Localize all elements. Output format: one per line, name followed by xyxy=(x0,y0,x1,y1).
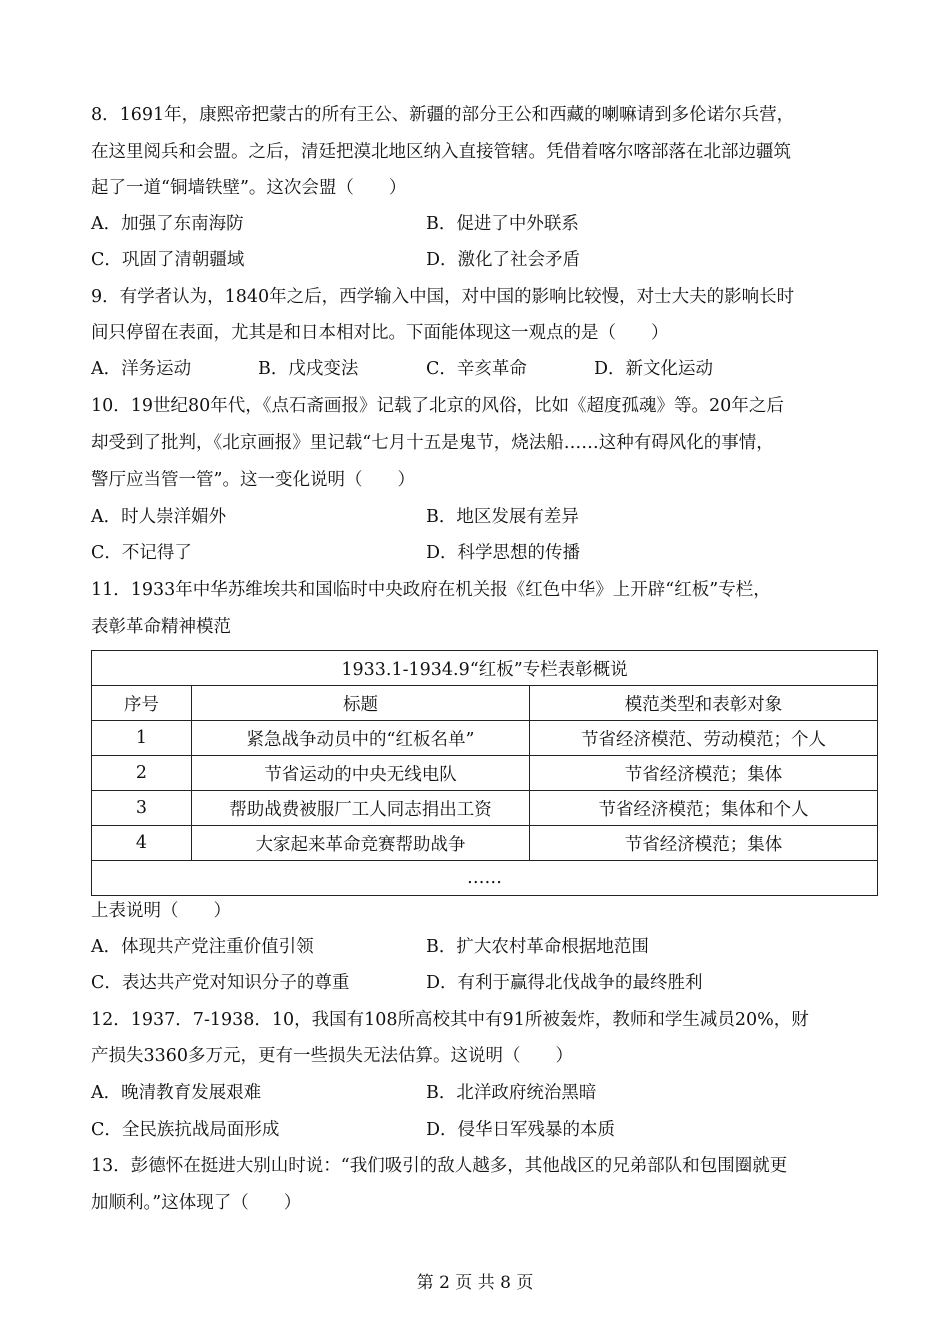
q12-option-c: C．全民族抗战局面形成 xyxy=(91,1120,280,1140)
q9-option-c: C．辛亥革命 xyxy=(426,359,527,379)
q8-option-c: C．巩固了清朝疆域 xyxy=(91,250,245,270)
q11-option-c: C．表达共产党对知识分子的尊重 xyxy=(91,973,350,993)
table-ellipsis: …… xyxy=(92,861,878,896)
table-cell: 节省经济模范；集体 xyxy=(530,756,878,791)
table-cell: 节省经济模范；集体 xyxy=(530,826,878,861)
table-cell: 大家起来革命竞赛帮助战争 xyxy=(192,826,530,861)
q12-stem-line-2: 产损失3360多万元，更有一些损失无法估算。这说明（ ） xyxy=(91,1046,574,1066)
table-header-cell: 标题 xyxy=(192,686,530,721)
page-footer: 第 2 页 共 8 页 xyxy=(416,1273,534,1293)
q10-option-a: A．时人崇洋媚外 xyxy=(91,507,227,527)
q8-stem-line-2: 在这里阅兵和会盟。之后，清廷把漠北地区纳入直接管辖。凭借着喀尔喀部落在北部边疆筑 xyxy=(91,142,791,162)
q9-stem-line-1: 9．有学者认为，1840年之后，西学输入中国，对中国的影响比较慢，对士大夫的影响长时 xyxy=(91,287,795,307)
table-row xyxy=(92,791,878,826)
q12-option-b: B．北洋政府统治黑暗 xyxy=(426,1083,597,1103)
q8-stem-line-3: 起了一道“铜墙铁壁”。这次会盟（ ） xyxy=(91,178,407,198)
table-cell: 3 xyxy=(92,791,192,826)
q11-option-a: A．体现共产党注重价值引领 xyxy=(91,937,314,957)
q8-stem-line-1: 8．1691年，康熙帝把蒙古的所有王公、新疆的部分王公和西藏的喇嘛请到多伦诺尔兵营， xyxy=(91,105,795,125)
table-cell: 4 xyxy=(92,826,192,861)
q10-option-c: C．不记得了 xyxy=(91,543,192,563)
table-header-cell: 序号 xyxy=(92,686,192,721)
table-row xyxy=(92,721,878,756)
table-cell: 节省经济模范；集体和个人 xyxy=(530,791,878,826)
table-title: 1933.1-1934.9“红板”专栏表彰概说 xyxy=(92,651,878,686)
table-cell: 1 xyxy=(92,721,192,756)
table-cell: 帮助战费被服厂工人同志捐出工资 xyxy=(192,791,530,826)
q10-stem-line-2: 却受到了批判，《北京画报》里记载“七月十五是鬼节，烧法船……这种有碍风化的事情， xyxy=(91,433,774,453)
q12-stem-line-1: 12．1937．7-1938．10，我国有108所高校其中有91所被轰炸，教师和学生减员20%，财 xyxy=(91,1010,809,1030)
q13-stem-line-2: 加顺利。”这体现了（ ） xyxy=(91,1193,302,1213)
q11-option-b: B．扩大农村革命根据地范围 xyxy=(426,937,649,957)
q11-option-d: D．有利于赢得北伐战争的最终胜利 xyxy=(426,973,703,993)
q10-option-d: D．科学思想的传播 xyxy=(426,543,581,563)
q10-stem-line-3: 警厅应当管一管”。这一变化说明（ ） xyxy=(91,470,415,490)
q13-stem-line-1: 13．彭德怀在挺进大别山时说：“我们吸引的敌人越多，其他战区的兄弟部队和包围圈就更 xyxy=(91,1156,788,1176)
q12-option-d: D．侵华日军残暴的本质 xyxy=(426,1120,616,1140)
q8-option-b: B．促进了中外联系 xyxy=(426,214,579,234)
table-header-cell: 模范类型和表彰对象 xyxy=(530,686,878,721)
table-cell: 紧急战争动员中的“红板名单” xyxy=(192,721,530,756)
table-cell: 节省运动的中央无线电队 xyxy=(192,756,530,791)
table-row xyxy=(92,826,878,861)
q9-option-a: A．洋务运动 xyxy=(91,359,192,379)
q11-after-table: 上表说明（ ） xyxy=(91,901,231,921)
q9-option-d: D．新文化运动 xyxy=(594,359,714,379)
table-cell: 节省经济模范、劳动模范；个人 xyxy=(530,721,878,756)
q8-option-d: D．激化了社会矛盾 xyxy=(426,250,581,270)
q9-stem-line-2: 间只停留在表面，尤其是和日本相对比。下面能体现这一观点的是（ ） xyxy=(91,323,669,343)
q10-option-b: B．地区发展有差异 xyxy=(426,507,579,527)
table-cell: 2 xyxy=(92,756,192,791)
q11-stem-line-1: 11．1933年中华苏维埃共和国临时中央政府在机关报《红色中华》上开辟“红板”专栏， xyxy=(91,580,771,600)
q9-option-b: B．戊戌变法 xyxy=(258,359,359,379)
table-row xyxy=(92,756,878,791)
q11-stem-line-2: 表彰革命精神模范 xyxy=(91,617,231,637)
q11-table xyxy=(91,650,878,896)
q10-stem-line-1: 10．19世纪80年代，《点石斋画报》记载了北京的风俗，比如《超度孤魂》等。20年之后 xyxy=(91,396,784,416)
table-header-row xyxy=(92,686,878,721)
q8-option-a: A．加强了东南海防 xyxy=(91,214,244,234)
q12-option-a: A．晚清教育发展艰难 xyxy=(91,1083,262,1103)
